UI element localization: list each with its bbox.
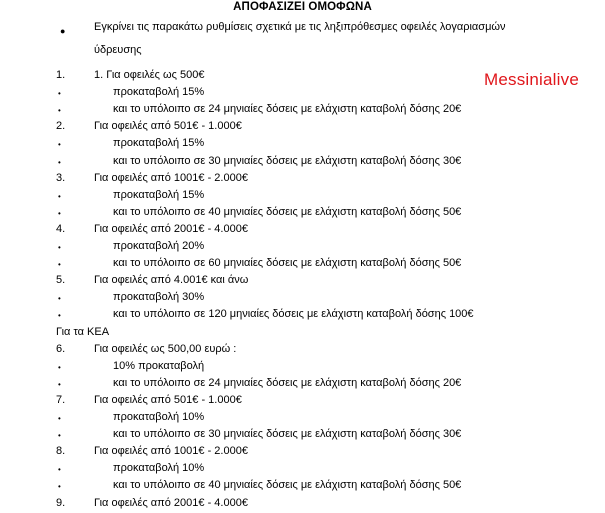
- list-item-text: και το υπόλοιπο σε 30 μηνιαίες δόσεις με ελάχιστη καταβολή δόσης 30€: [113, 154, 462, 167]
- bullet-marker: •: [58, 465, 61, 475]
- list-item-text: και το υπόλοιπο σε 40 μηνιαίες δόσεις με ελάχιστη καταβολή δόσης 50€: [113, 479, 462, 492]
- bullet-marker: •: [58, 294, 61, 304]
- list-item: [0, 428, 605, 444]
- list-item: [0, 343, 605, 359]
- list-item-text: και το υπόλοιπο σε 30 μηνιαίες δόσεις με ελάχιστη καταβολή δόσης 30€: [113, 428, 462, 441]
- bullet-marker: •: [58, 243, 61, 252]
- list-item: [0, 223, 605, 239]
- list-item-text: και το υπόλοιπο σε 24 μηνιαίες δόσεις με ελάχιστη καταβολή δόσης 20€: [113, 103, 462, 116]
- bullet-marker: •: [58, 260, 61, 270]
- list-item-text: Για οφειλές από 501€ - 1.000€: [94, 393, 242, 406]
- section-heading: Για τα ΚΕΑ: [56, 325, 110, 338]
- list-item: [0, 274, 605, 290]
- list-item-text: και το υπόλοιπο σε 40 μηνιαίες δόσεις με ελάχιστη καταβολή δόσης 50€: [113, 205, 462, 218]
- bullet-marker: •: [58, 157, 61, 167]
- number-marker: 3.: [56, 171, 66, 184]
- list-item-text: και το υπόλοιπο σε 24 μηνιαίες δόσεις με ελάχιστη καταβολή δόσης 20€: [113, 376, 462, 389]
- list-item: [0, 137, 605, 153]
- list-item: [0, 172, 605, 188]
- number-marker: 9.: [56, 496, 66, 509]
- list-item: [0, 445, 605, 461]
- number-marker: 1.: [56, 69, 66, 81]
- list-item: [0, 308, 605, 324]
- number-marker: 6.: [56, 342, 66, 355]
- list-item-text: προκαταβολή 15%: [113, 137, 205, 150]
- bullet-marker: •: [58, 414, 61, 423]
- list-item: [0, 497, 605, 513]
- list-item-text: Για οφειλές ως 500,00 ευρώ :: [94, 342, 237, 355]
- list-item-text: προκαταβολή 20%: [113, 240, 205, 252]
- list-item: [0, 155, 605, 171]
- list-item-text: 1. Για οφειλές ως 500€: [94, 69, 205, 81]
- list-item-text: Για οφειλές από 4.001€ και άνω: [94, 274, 249, 287]
- list-item-text: προκαταβολή 10%: [113, 411, 205, 423]
- list-item: [0, 103, 605, 119]
- number-marker: 4.: [56, 222, 66, 235]
- bullet-marker: •: [58, 379, 61, 389]
- bullet-marker: •: [58, 140, 61, 150]
- intro-text-line1: Εγκρίνει τις παρακάτω ρυθμίσεις σχετικά με τις ληξιπρόθεσμες οφειλές λογαριασμών: [94, 21, 506, 33]
- list-item: [0, 326, 605, 342]
- list-item-text: και το υπόλοιπο σε 120 μηνιαίες δόσεις με ελάχιστη καταβολή δόσης 100€: [113, 308, 474, 321]
- list-item: [0, 479, 605, 495]
- bullet-marker: •: [58, 362, 61, 372]
- number-marker: 7.: [56, 393, 66, 406]
- intro-bullet: ●: [60, 26, 66, 36]
- list-item: [0, 360, 605, 376]
- list-item: [0, 189, 605, 205]
- list-item: [0, 462, 605, 478]
- watermark-logo: Messinialive: [484, 70, 579, 89]
- number-marker: 5.: [56, 274, 66, 287]
- bullet-marker: •: [58, 431, 61, 441]
- document-title: ΑΠΟΦΑΣΙΖΕΙ ΟΜΟΦΩΝΑ: [233, 1, 372, 13]
- bullet-marker: •: [58, 208, 61, 218]
- list-item: [0, 411, 605, 427]
- list-item: [0, 206, 605, 222]
- list-item: [0, 69, 605, 85]
- intro-text-line2: ύδρευσης: [94, 44, 142, 56]
- number-marker: 8.: [56, 445, 66, 458]
- bullet-marker: •: [58, 482, 61, 492]
- list-item-text: και το υπόλοιπο σε 60 μηνιαίες δόσεις με ελάχιστη καταβολή δόσης 50€: [113, 257, 462, 270]
- bullet-marker: •: [58, 191, 61, 201]
- list-item-text: Για οφειλές από 1001€ - 2.000€: [94, 445, 248, 458]
- list-item-text: Για οφειλές από 2001€ - 4.000€: [94, 222, 248, 235]
- list-item: [0, 240, 605, 256]
- list-item: [0, 86, 605, 102]
- list-item-text: Για οφειλές από 501€ - 1.000€: [94, 120, 242, 133]
- list-item: [0, 291, 605, 307]
- number-marker: 2.: [56, 120, 66, 133]
- list-item: [0, 257, 605, 273]
- bullet-marker: •: [58, 89, 61, 99]
- list-item-text: Για οφειλές από 2001€ - 4.000€: [94, 496, 248, 509]
- list-item-text: προκαταβολή 15%: [113, 86, 205, 99]
- list-item: [0, 394, 605, 410]
- list-item-text: Για οφειλές από 1001€ - 2.000€: [94, 171, 248, 184]
- bullet-marker: •: [58, 311, 61, 321]
- list-item-text: προκαταβολή 30%: [113, 291, 205, 304]
- list-item: [0, 120, 605, 136]
- list-item-text: προκαταβολή 10%: [113, 462, 205, 475]
- list-item-text: 10% προκαταβολή: [113, 359, 205, 372]
- bullet-marker: •: [58, 106, 61, 116]
- list-item-text: προκαταβολή 15%: [113, 188, 205, 201]
- list-item: [0, 377, 605, 393]
